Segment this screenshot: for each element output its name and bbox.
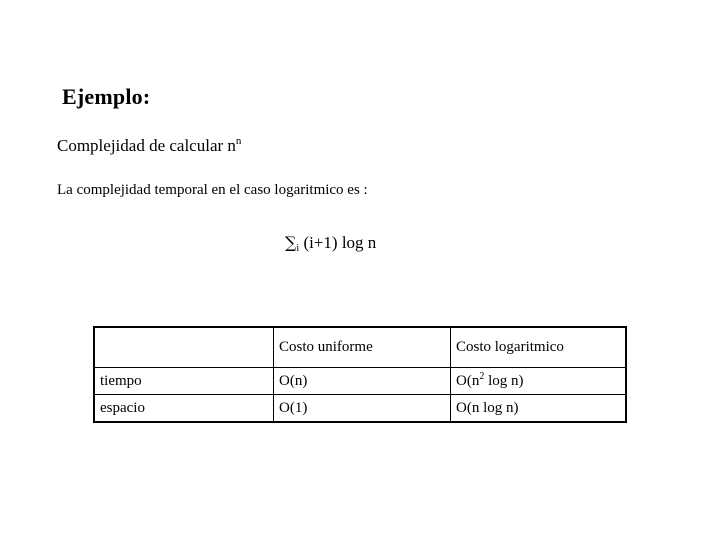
summation-index: i — [296, 243, 300, 254]
heading-text: Complejidad de calcular n — [57, 136, 236, 155]
summation-formula — [285, 233, 376, 253]
header-uniform-cost: Costo uniforme — [274, 327, 451, 368]
table-row-espacio — [94, 395, 626, 423]
cell-tiempo-log — [451, 368, 627, 395]
table-header-row — [94, 327, 626, 368]
slide-subheading: La complejidad temporal en el caso logaritmico es : — [57, 182, 368, 198]
row-label-tiempo: tiempo — [94, 368, 274, 395]
heading-exponent: n — [235, 135, 242, 147]
formula-expression: (i+1) log n — [299, 233, 377, 252]
header-log-cost: Costo logaritmico — [451, 327, 627, 368]
cell-espacio-uniform: O(1) — [274, 395, 451, 423]
cell-tiempo-log-exponent: 2 — [479, 370, 485, 382]
summation-symbol: ∑ — [285, 233, 297, 252]
cell-tiempo-log-suffix: log n) — [484, 372, 524, 389]
cost-table — [93, 326, 627, 423]
slide-heading — [57, 136, 241, 156]
cell-tiempo-uniform: O(n) — [274, 368, 451, 395]
header-empty-cell — [94, 327, 274, 368]
cell-espacio-log: O(n log n) — [451, 395, 627, 423]
table-row-tiempo — [94, 368, 626, 395]
cell-tiempo-log-prefix: O(n — [456, 372, 480, 389]
slide-title: Ejemplo: — [62, 84, 151, 109]
row-label-espacio: espacio — [94, 395, 274, 423]
